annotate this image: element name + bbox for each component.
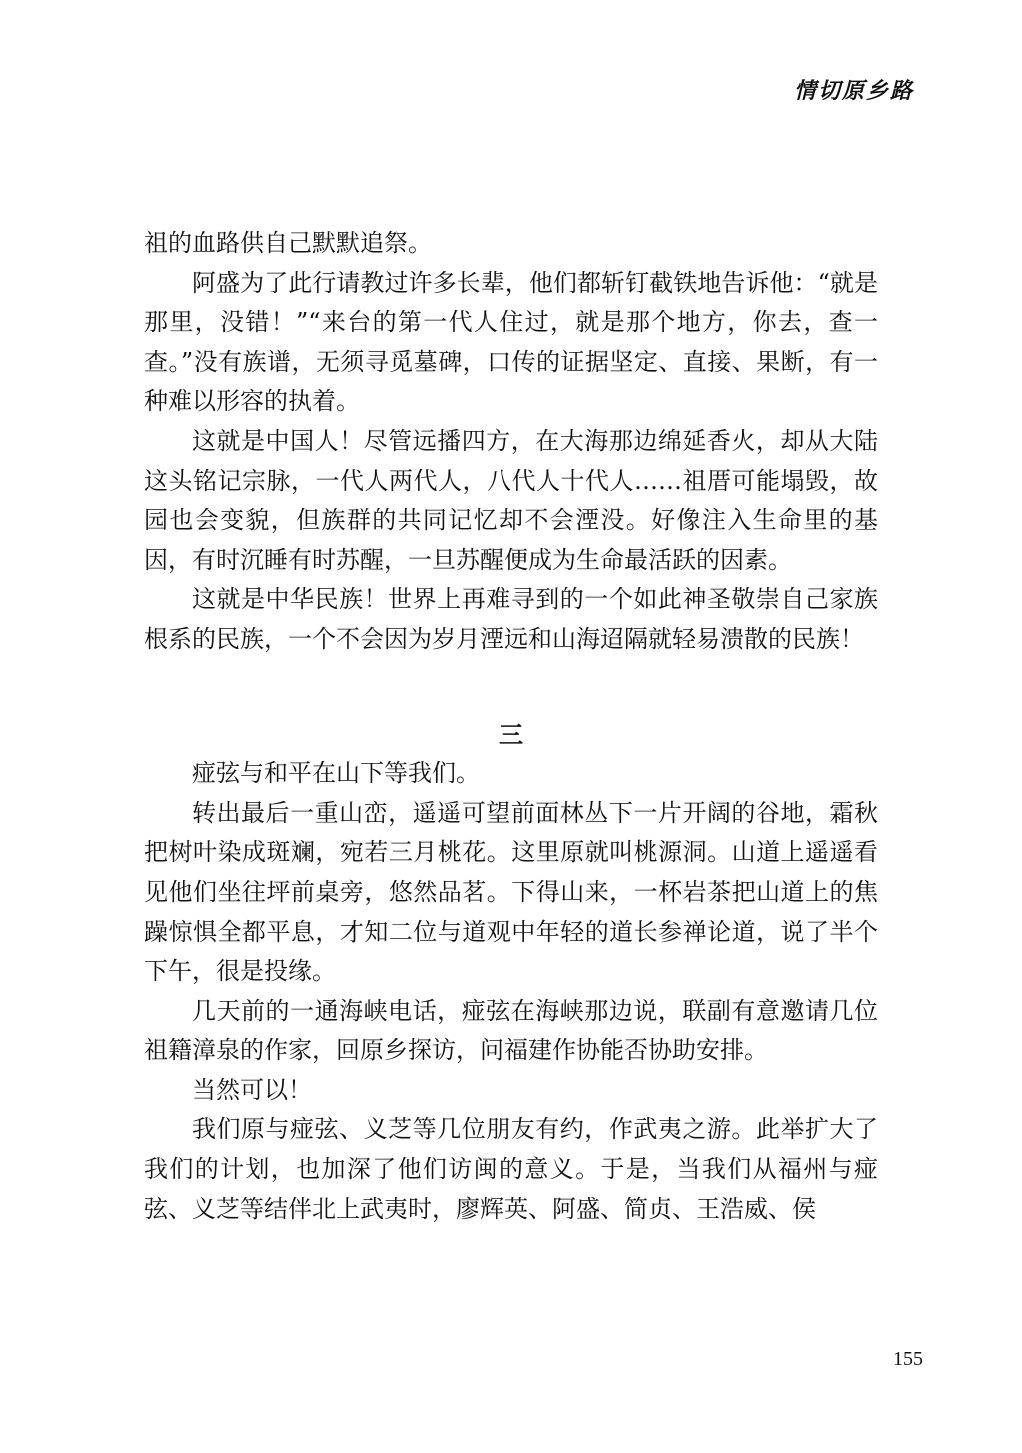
paragraph: 我们原与痖弦、义芝等几位朋友有约，作武夷之游。此举扩大了我们的计划，也加深了他们访闽的意义。于是，当我们从福州与痖弦、义芝等结伴北上武夷时，廖辉英、阿盛、简贞、王浩威、侯: [144, 1115, 878, 1223]
paragraph: 这就是中国人！尽管远播四方，在大海那边绵延香火，却从大陆这头铭记宗脉，一代人两代人，八代人十代人……祖厝可能塌毁，故园也会变貌，但族群的共同记忆却不会湮没。好像注入生命里的基因，有时沉睡有时苏醒，一旦苏醒便成为生命最活跃的因素。: [144, 426, 878, 574]
section-heading: 三: [499, 719, 523, 749]
running-header: 情切原乡路: [793, 78, 914, 104]
page-number: 155: [893, 1348, 923, 1370]
body-text: [144, 224, 878, 1229]
paragraph: 转出最后一重山峦，遥遥可望前面林丛下一片开阔的谷地，霜秋把树叶染成斑斓，宛若三月桃花。这里原就叫桃源洞。山道上遥遥看见他们坐往坪前桌旁，悠然品茗。下得山来，一杯岩茶把山道上的焦躁惊惧全都平息，才知二位与道观中年轻的道长参禅论道，说了半个下午，很是投缘。: [144, 798, 878, 986]
paragraph: 几天前的一通海峡电话，痖弦在海峡那边说，联副有意邀请几位祖籍漳泉的作家，回原乡探访，问福建作协能否协助安排。: [144, 996, 878, 1065]
paragraph: 当然可以！: [192, 1075, 312, 1104]
paragraph: 痖弦与和平在山下等我们。: [192, 759, 480, 788]
paragraph-continuation: 祖的血路供自己默默追祭。: [144, 229, 432, 257]
paragraph: 这就是中华民族！世界上再难寻到的一个如此神圣敬崇自己家族根系的民族，一个不会因为岁月湮远和山海迢隔就轻易溃散的民族！: [144, 585, 878, 653]
paragraph: 阿盛为了此行请教过许多长辈，他们都斩钉截铁地告诉他：“就是那里，没错！”“来台的第一代人住过，就是那个地方，你去，查一查。”没有族谱，无须寻觅墓碑，口传的证据坚定、直接、果断，有一种难以形容的执着。: [144, 268, 878, 416]
